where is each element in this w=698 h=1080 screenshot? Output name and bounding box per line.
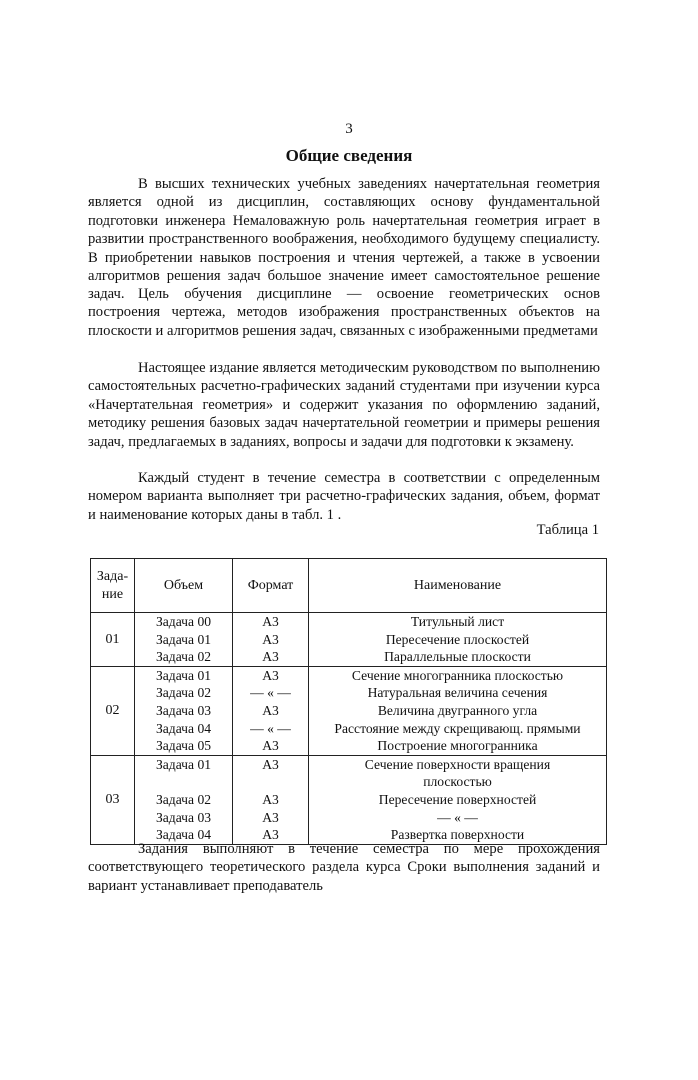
task-group-03 bbox=[91, 755, 607, 844]
table-row bbox=[91, 648, 607, 666]
format-cell: — « — bbox=[233, 720, 309, 738]
paragraph-text: В высших технических учебных заведениях начертательная геометрия является одной из дисциплин, составляющих основу фундаментальной подготовки инженера Немаловажную роль начертательная геометрия играет в развитии пространственного воображения, необходимого будущему специалисту. В приобретении навыков построения и чтения чертежей, а также в усвоении алгоритмов решения задач большое значение имеет самостоятельное решение задач. bbox=[88, 176, 600, 303]
header-format: Формат bbox=[233, 559, 309, 613]
table-row bbox=[91, 684, 607, 702]
header-volume: Объем bbox=[135, 559, 233, 613]
task-group-01 bbox=[91, 613, 607, 667]
task-number-cell: 01 bbox=[91, 613, 135, 667]
paragraph-student bbox=[88, 469, 600, 524]
table-row bbox=[91, 666, 607, 684]
name-cell: Пересечение плоскостей bbox=[309, 631, 607, 649]
paragraph-text: Каждый студент в течение семестра в соответствии с определенным номером варианта выполняет три расчетно-графических задания, объем, формат и наименование которых даны в табл. 1 . bbox=[88, 470, 600, 523]
task-group-02 bbox=[91, 666, 607, 755]
volume-cell: Задача 02 bbox=[135, 648, 233, 666]
format-cell: А3 bbox=[233, 648, 309, 666]
table-row bbox=[91, 791, 607, 809]
name-cell: Расстояние между скрещивающ. прямыми bbox=[309, 720, 607, 738]
task-number-cell: 02 bbox=[91, 666, 135, 755]
table-row bbox=[91, 702, 607, 720]
volume-cell bbox=[135, 773, 233, 791]
volume-cell: Задача 01 bbox=[135, 755, 233, 773]
format-cell: — « — bbox=[233, 684, 309, 702]
table-row bbox=[91, 737, 607, 755]
volume-cell: Задача 03 bbox=[135, 702, 233, 720]
volume-cell: Задача 01 bbox=[135, 631, 233, 649]
format-cell: А3 bbox=[233, 666, 309, 684]
task-number-cell: 03 bbox=[91, 755, 135, 844]
header-task bbox=[91, 559, 135, 613]
table-row bbox=[91, 773, 607, 791]
format-cell bbox=[233, 773, 309, 791]
name-cell: Построение многогранника bbox=[309, 737, 607, 755]
volume-cell: Задача 02 bbox=[135, 791, 233, 809]
paragraph-text: Настоящее издание является методическим руководством по выполнению самостоятельных расчетно-графических заданий студентами при изучении курса «Начертательная геометрия» и содержит указания по оформлению заданий, методику решения базовых задач начертательной геометрии и примеры решения задач, предлагаемых в заданиях, вопросы и задачи для подготовки к экзамену. bbox=[88, 360, 600, 450]
format-cell: А3 bbox=[233, 826, 309, 844]
volume-cell: Задача 01 bbox=[135, 666, 233, 684]
format-cell: А3 bbox=[233, 613, 309, 631]
table-header-row bbox=[91, 559, 607, 613]
table-row bbox=[91, 809, 607, 827]
name-cell: Титульный лист bbox=[309, 613, 607, 631]
format-cell: А3 bbox=[233, 791, 309, 809]
table-row bbox=[91, 720, 607, 738]
section-heading: Общие сведения bbox=[285, 146, 413, 165]
format-cell: А3 bbox=[233, 737, 309, 755]
volume-cell: Задача 04 bbox=[135, 720, 233, 738]
name-cell: Пересечение поверхностей bbox=[309, 791, 607, 809]
name-cell: Развертка поверхности bbox=[309, 826, 607, 844]
paragraph-schedule bbox=[88, 840, 600, 895]
volume-cell: Задача 05 bbox=[135, 737, 233, 755]
name-cell: Сечение многогранника плоскостью bbox=[309, 666, 607, 684]
table-row bbox=[91, 631, 607, 649]
format-cell: А3 bbox=[233, 809, 309, 827]
name-cell: Сечение поверхности вращения bbox=[309, 755, 607, 773]
paragraph-goal bbox=[88, 285, 600, 340]
volume-cell: Задача 02 bbox=[135, 684, 233, 702]
name-cell: плоскостью bbox=[309, 773, 607, 791]
volume-cell: Задача 04 bbox=[135, 826, 233, 844]
paragraph-text: Задания выполняют в течение семестра по мере прохождения соответствующего теоретического раздела курса Сроки выполнения заданий и вариант устанавливает преподаватель bbox=[88, 841, 600, 894]
paragraph-text: Цель обучения дисциплине — освоение геометрических основ построения чертежа, методов изображения пространственных объектов на плоскости и алгоритмов решения задач, связанных с изображенными предметами bbox=[88, 286, 600, 339]
header-task-label: Зада- ние bbox=[96, 568, 129, 602]
volume-cell: Задача 00 bbox=[135, 613, 233, 631]
name-cell: Натуральная величина сечения bbox=[309, 684, 607, 702]
name-cell: Параллельные плоскости bbox=[309, 648, 607, 666]
volume-cell: Задача 03 bbox=[135, 809, 233, 827]
format-cell: А3 bbox=[233, 755, 309, 773]
format-cell: А3 bbox=[233, 631, 309, 649]
header-name: Наименование bbox=[309, 559, 607, 613]
page-number: 3 bbox=[345, 121, 353, 137]
name-cell: — « — bbox=[309, 809, 607, 827]
paragraph-edition bbox=[88, 359, 600, 451]
table-row bbox=[91, 613, 607, 631]
format-cell: А3 bbox=[233, 702, 309, 720]
table-row bbox=[91, 755, 607, 773]
name-cell: Величина двугранного угла bbox=[309, 702, 607, 720]
assignments-table bbox=[90, 558, 607, 845]
table-caption: Таблица 1 bbox=[536, 522, 599, 538]
